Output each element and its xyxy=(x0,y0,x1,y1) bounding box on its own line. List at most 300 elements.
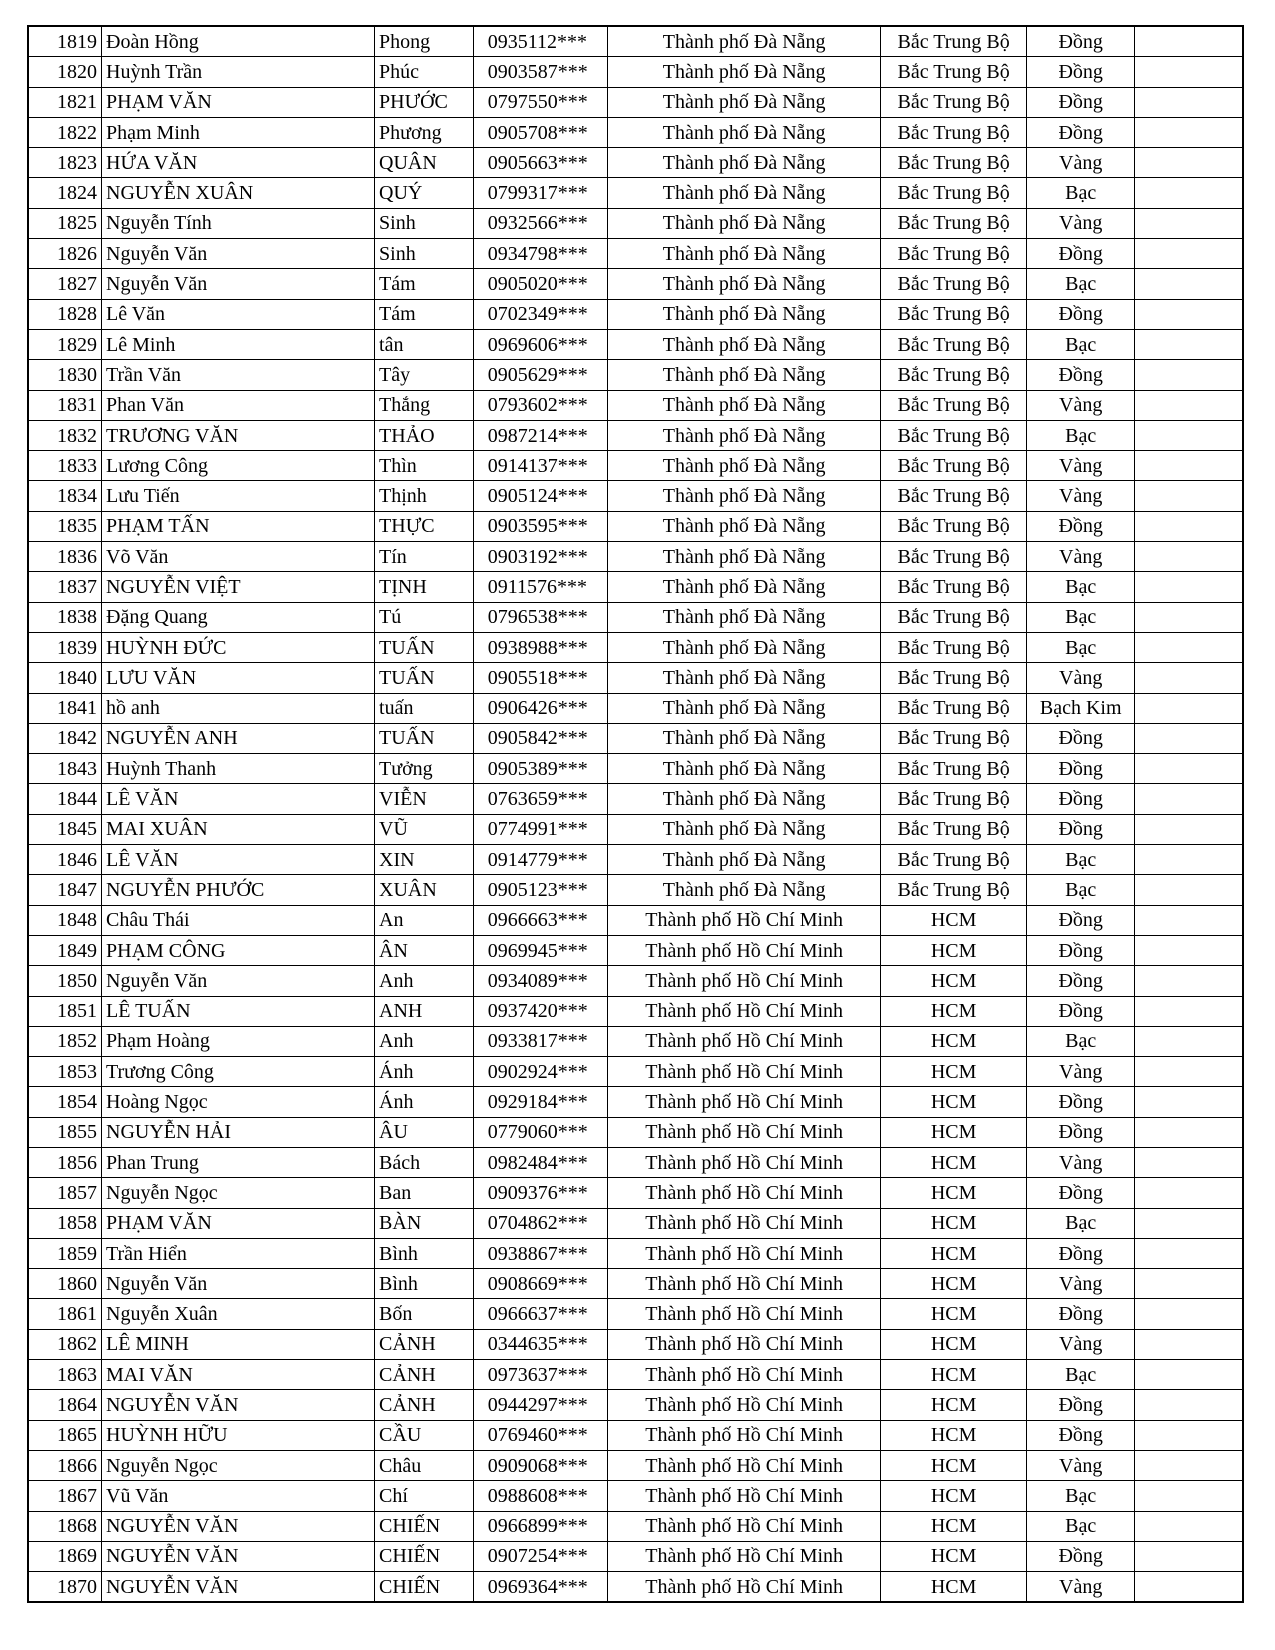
last-name-cell: NGUYỄN VIỆT xyxy=(102,572,375,602)
tier-cell: Đồng xyxy=(1027,1541,1135,1571)
phone-cell: 0796538*** xyxy=(473,602,607,632)
row-number-cell: 1859 xyxy=(28,1238,102,1268)
region-cell: HCM xyxy=(881,1026,1027,1056)
table-row xyxy=(28,814,1243,844)
first-name-cell: PHƯỚC xyxy=(375,87,474,117)
row-number-cell: 1849 xyxy=(28,935,102,965)
city-cell: Thành phố Đà Nẵng xyxy=(608,511,881,541)
tier-cell: Đồng xyxy=(1027,1420,1135,1450)
region-cell: HCM xyxy=(881,1178,1027,1208)
row-number-cell: 1832 xyxy=(28,420,102,450)
region-cell: Bắc Trung Bộ xyxy=(881,572,1027,602)
phone-cell: 0905629*** xyxy=(473,360,607,390)
city-cell: Thành phố Đà Nẵng xyxy=(608,784,881,814)
phone-cell: 0779060*** xyxy=(473,1117,607,1147)
note-cell xyxy=(1135,1360,1243,1390)
row-number-cell: 1834 xyxy=(28,481,102,511)
last-name-cell: Nguyễn Ngọc xyxy=(102,1450,375,1480)
region-cell: Bắc Trung Bộ xyxy=(881,87,1027,117)
first-name-cell: CẢNH xyxy=(375,1329,474,1359)
table-row xyxy=(28,1420,1243,1450)
note-cell xyxy=(1135,935,1243,965)
note-cell xyxy=(1135,1390,1243,1420)
note-cell xyxy=(1135,602,1243,632)
phone-cell: 0938867*** xyxy=(473,1238,607,1268)
row-number-cell: 1858 xyxy=(28,1208,102,1238)
table-row xyxy=(28,1541,1243,1571)
note-cell xyxy=(1135,178,1243,208)
first-name-cell: Thìn xyxy=(375,451,474,481)
table-row xyxy=(28,1329,1243,1359)
region-cell: Bắc Trung Bộ xyxy=(881,602,1027,632)
row-number-cell: 1865 xyxy=(28,1420,102,1450)
tier-cell: Đồng xyxy=(1027,935,1135,965)
row-number-cell: 1827 xyxy=(28,269,102,299)
city-cell: Thành phố Đà Nẵng xyxy=(608,481,881,511)
first-name-cell: Bình xyxy=(375,1269,474,1299)
table-row xyxy=(28,1299,1243,1329)
city-cell: Thành phố Hồ Chí Minh xyxy=(608,1329,881,1359)
last-name-cell: PHẠM TẤN xyxy=(102,511,375,541)
region-cell: HCM xyxy=(881,1238,1027,1268)
first-name-cell: Sinh xyxy=(375,208,474,238)
phone-cell: 0938988*** xyxy=(473,632,607,662)
table-row xyxy=(28,1450,1243,1480)
phone-cell: 0937420*** xyxy=(473,996,607,1026)
first-name-cell: TUẤN xyxy=(375,723,474,753)
row-number-cell: 1821 xyxy=(28,87,102,117)
note-cell xyxy=(1135,996,1243,1026)
last-name-cell: PHẠM VĂN xyxy=(102,1208,375,1238)
phone-cell: 0909068*** xyxy=(473,1450,607,1480)
first-name-cell: tuấn xyxy=(375,693,474,723)
phone-cell: 0973637*** xyxy=(473,1360,607,1390)
phone-cell: 0774991*** xyxy=(473,814,607,844)
table-row xyxy=(28,966,1243,996)
note-cell xyxy=(1135,905,1243,935)
city-cell: Thành phố Đà Nẵng xyxy=(608,87,881,117)
table-row xyxy=(28,360,1243,390)
last-name-cell: Vũ Văn xyxy=(102,1481,375,1511)
city-cell: Thành phố Hồ Chí Minh xyxy=(608,1057,881,1087)
last-name-cell: HỨA VĂN xyxy=(102,148,375,178)
note-cell xyxy=(1135,1481,1243,1511)
city-cell: Thành phố Đà Nẵng xyxy=(608,542,881,572)
first-name-cell: THỰC xyxy=(375,511,474,541)
city-cell: Thành phố Đà Nẵng xyxy=(608,663,881,693)
table-row xyxy=(28,784,1243,814)
last-name-cell: Đoàn Hồng xyxy=(102,26,375,57)
first-name-cell: THẢO xyxy=(375,420,474,450)
note-cell xyxy=(1135,239,1243,269)
phone-cell: 0905020*** xyxy=(473,269,607,299)
tier-cell: Đồng xyxy=(1027,1117,1135,1147)
row-number-cell: 1861 xyxy=(28,1299,102,1329)
tier-cell: Vàng xyxy=(1027,1269,1135,1299)
region-cell: Bắc Trung Bộ xyxy=(881,632,1027,662)
city-cell: Thành phố Đà Nẵng xyxy=(608,26,881,57)
tier-cell: Đồng xyxy=(1027,1087,1135,1117)
last-name-cell: Đặng Quang xyxy=(102,602,375,632)
last-name-cell: Nguyễn Văn xyxy=(102,966,375,996)
region-cell: HCM xyxy=(881,966,1027,996)
phone-cell: 0914779*** xyxy=(473,845,607,875)
phone-cell: 0902924*** xyxy=(473,1057,607,1087)
city-cell: Thành phố Hồ Chí Minh xyxy=(608,1178,881,1208)
city-cell: Thành phố Hồ Chí Minh xyxy=(608,1238,881,1268)
table-row xyxy=(28,663,1243,693)
city-cell: Thành phố Đà Nẵng xyxy=(608,360,881,390)
region-cell: Bắc Trung Bộ xyxy=(881,117,1027,147)
note-cell xyxy=(1135,57,1243,87)
first-name-cell: ÂN xyxy=(375,935,474,965)
row-number-cell: 1839 xyxy=(28,632,102,662)
tier-cell: Đồng xyxy=(1027,1299,1135,1329)
note-cell xyxy=(1135,1329,1243,1359)
note-cell xyxy=(1135,572,1243,602)
tier-cell: Bạch Kim xyxy=(1027,693,1135,723)
city-cell: Thành phố Hồ Chí Minh xyxy=(608,1026,881,1056)
city-cell: Thành phố Hồ Chí Minh xyxy=(608,1511,881,1541)
row-number-cell: 1819 xyxy=(28,26,102,57)
first-name-cell: Chí xyxy=(375,1481,474,1511)
tier-cell: Đồng xyxy=(1027,1390,1135,1420)
city-cell: Thành phố Hồ Chí Minh xyxy=(608,1360,881,1390)
table-row xyxy=(28,26,1243,57)
table-row xyxy=(28,572,1243,602)
phone-cell: 0907254*** xyxy=(473,1541,607,1571)
first-name-cell: Tám xyxy=(375,299,474,329)
phone-cell: 0934089*** xyxy=(473,966,607,996)
phone-cell: 0763659*** xyxy=(473,784,607,814)
last-name-cell: MAI VĂN xyxy=(102,1360,375,1390)
last-name-cell: NGUYỄN XUÂN xyxy=(102,178,375,208)
region-cell: Bắc Trung Bộ xyxy=(881,481,1027,511)
tier-cell: Bạc xyxy=(1027,845,1135,875)
first-name-cell: Tây xyxy=(375,360,474,390)
region-cell: HCM xyxy=(881,996,1027,1026)
table-row xyxy=(28,1117,1243,1147)
last-name-cell: NGUYỄN VĂN xyxy=(102,1390,375,1420)
row-number-cell: 1845 xyxy=(28,814,102,844)
row-number-cell: 1828 xyxy=(28,299,102,329)
row-number-cell: 1823 xyxy=(28,148,102,178)
table-row xyxy=(28,1057,1243,1087)
note-cell xyxy=(1135,1208,1243,1238)
first-name-cell: QUÝ xyxy=(375,178,474,208)
region-cell: Bắc Trung Bộ xyxy=(881,875,1027,905)
note-cell xyxy=(1135,117,1243,147)
region-cell: Bắc Trung Bộ xyxy=(881,451,1027,481)
city-cell: Thành phố Đà Nẵng xyxy=(608,723,881,753)
last-name-cell: NGUYỄN HẢI xyxy=(102,1117,375,1147)
tier-cell: Đồng xyxy=(1027,117,1135,147)
region-cell: Bắc Trung Bộ xyxy=(881,360,1027,390)
city-cell: Thành phố Đà Nẵng xyxy=(608,572,881,602)
note-cell xyxy=(1135,754,1243,784)
region-cell: Bắc Trung Bộ xyxy=(881,784,1027,814)
tier-cell: Vàng xyxy=(1027,1329,1135,1359)
first-name-cell: Thắng xyxy=(375,390,474,420)
row-number-cell: 1851 xyxy=(28,996,102,1026)
row-number-cell: 1837 xyxy=(28,572,102,602)
row-number-cell: 1842 xyxy=(28,723,102,753)
table-row xyxy=(28,481,1243,511)
last-name-cell: hồ anh xyxy=(102,693,375,723)
phone-cell: 0909376*** xyxy=(473,1178,607,1208)
note-cell xyxy=(1135,1511,1243,1541)
row-number-cell: 1862 xyxy=(28,1329,102,1359)
note-cell xyxy=(1135,269,1243,299)
first-name-cell: ÂU xyxy=(375,1117,474,1147)
row-number-cell: 1820 xyxy=(28,57,102,87)
first-name-cell: XUÂN xyxy=(375,875,474,905)
city-cell: Thành phố Hồ Chí Minh xyxy=(608,1390,881,1420)
table-row xyxy=(28,1572,1243,1603)
row-number-cell: 1857 xyxy=(28,1178,102,1208)
region-cell: Bắc Trung Bộ xyxy=(881,239,1027,269)
phone-cell: 0935112*** xyxy=(473,26,607,57)
first-name-cell: Anh xyxy=(375,966,474,996)
city-cell: Thành phố Đà Nẵng xyxy=(608,148,881,178)
first-name-cell: CẦU xyxy=(375,1420,474,1450)
first-name-cell: Bốn xyxy=(375,1299,474,1329)
row-number-cell: 1848 xyxy=(28,905,102,935)
table-row xyxy=(28,542,1243,572)
tier-cell: Bạc xyxy=(1027,1360,1135,1390)
table-row xyxy=(28,723,1243,753)
table-row xyxy=(28,996,1243,1026)
phone-cell: 0969364*** xyxy=(473,1572,607,1603)
table-row xyxy=(28,693,1243,723)
note-cell xyxy=(1135,420,1243,450)
tier-cell: Vàng xyxy=(1027,1147,1135,1177)
note-cell xyxy=(1135,1420,1243,1450)
region-cell: HCM xyxy=(881,1390,1027,1420)
region-cell: Bắc Trung Bộ xyxy=(881,814,1027,844)
region-cell: Bắc Trung Bộ xyxy=(881,663,1027,693)
last-name-cell: MAI XUÂN xyxy=(102,814,375,844)
note-cell xyxy=(1135,1541,1243,1571)
city-cell: Thành phố Đà Nẵng xyxy=(608,632,881,662)
note-cell xyxy=(1135,1057,1243,1087)
city-cell: Thành phố Hồ Chí Minh xyxy=(608,1450,881,1480)
last-name-cell: Lương Công xyxy=(102,451,375,481)
tier-cell: Đồng xyxy=(1027,996,1135,1026)
note-cell xyxy=(1135,299,1243,329)
last-name-cell: Nguyễn Ngọc xyxy=(102,1178,375,1208)
region-cell: Bắc Trung Bộ xyxy=(881,57,1027,87)
region-cell: HCM xyxy=(881,1572,1027,1603)
row-number-cell: 1867 xyxy=(28,1481,102,1511)
row-number-cell: 1840 xyxy=(28,663,102,693)
row-number-cell: 1826 xyxy=(28,239,102,269)
table-row xyxy=(28,875,1243,905)
tier-cell: Đồng xyxy=(1027,905,1135,935)
row-number-cell: 1846 xyxy=(28,845,102,875)
region-cell: Bắc Trung Bộ xyxy=(881,26,1027,57)
first-name-cell: An xyxy=(375,905,474,935)
note-cell xyxy=(1135,451,1243,481)
tier-cell: Đồng xyxy=(1027,360,1135,390)
city-cell: Thành phố Hồ Chí Minh xyxy=(608,1087,881,1117)
region-cell: HCM xyxy=(881,1087,1027,1117)
phone-cell: 0908669*** xyxy=(473,1269,607,1299)
tier-cell: Vàng xyxy=(1027,451,1135,481)
table-row xyxy=(28,329,1243,359)
tier-cell: Bạc xyxy=(1027,602,1135,632)
table-body xyxy=(28,26,1243,1602)
table-row xyxy=(28,1147,1243,1177)
region-cell: Bắc Trung Bộ xyxy=(881,420,1027,450)
tier-cell: Đồng xyxy=(1027,966,1135,996)
first-name-cell: Phong xyxy=(375,26,474,57)
table-row xyxy=(28,1511,1243,1541)
first-name-cell: Phúc xyxy=(375,57,474,87)
table-row xyxy=(28,1360,1243,1390)
region-cell: HCM xyxy=(881,1208,1027,1238)
last-name-cell: Phạm Hoàng xyxy=(102,1026,375,1056)
first-name-cell: Tú xyxy=(375,602,474,632)
row-number-cell: 1829 xyxy=(28,329,102,359)
phone-cell: 0344635*** xyxy=(473,1329,607,1359)
city-cell: Thành phố Đà Nẵng xyxy=(608,208,881,238)
last-name-cell: Lê Văn xyxy=(102,299,375,329)
last-name-cell: Hoàng Ngọc xyxy=(102,1087,375,1117)
city-cell: Thành phố Đà Nẵng xyxy=(608,602,881,632)
last-name-cell: Phan Trung xyxy=(102,1147,375,1177)
region-cell: Bắc Trung Bộ xyxy=(881,723,1027,753)
first-name-cell: Ban xyxy=(375,1178,474,1208)
first-name-cell: Sinh xyxy=(375,239,474,269)
first-name-cell: Anh xyxy=(375,1026,474,1056)
note-cell xyxy=(1135,693,1243,723)
region-cell: Bắc Trung Bộ xyxy=(881,178,1027,208)
phone-cell: 0905518*** xyxy=(473,663,607,693)
row-number-cell: 1824 xyxy=(28,178,102,208)
table-row xyxy=(28,1026,1243,1056)
phone-cell: 0903587*** xyxy=(473,57,607,87)
city-cell: Thành phố Đà Nẵng xyxy=(608,178,881,208)
row-number-cell: 1856 xyxy=(28,1147,102,1177)
first-name-cell: TUẤN xyxy=(375,632,474,662)
note-cell xyxy=(1135,1450,1243,1480)
city-cell: Thành phố Đà Nẵng xyxy=(608,875,881,905)
table-row xyxy=(28,1087,1243,1117)
city-cell: Thành phố Hồ Chí Minh xyxy=(608,1208,881,1238)
city-cell: Thành phố Hồ Chí Minh xyxy=(608,1572,881,1603)
last-name-cell: Lê Minh xyxy=(102,329,375,359)
table-row xyxy=(28,602,1243,632)
region-cell: Bắc Trung Bộ xyxy=(881,845,1027,875)
last-name-cell: Trương Công xyxy=(102,1057,375,1087)
first-name-cell: Tín xyxy=(375,542,474,572)
row-number-cell: 1866 xyxy=(28,1450,102,1480)
first-name-cell: Ánh xyxy=(375,1057,474,1087)
phone-cell: 0797550*** xyxy=(473,87,607,117)
first-name-cell: CẢNH xyxy=(375,1390,474,1420)
row-number-cell: 1825 xyxy=(28,208,102,238)
note-cell xyxy=(1135,208,1243,238)
row-number-cell: 1836 xyxy=(28,542,102,572)
note-cell xyxy=(1135,390,1243,420)
tier-cell: Đồng xyxy=(1027,723,1135,753)
city-cell: Thành phố Đà Nẵng xyxy=(608,117,881,147)
first-name-cell: Tưởng xyxy=(375,754,474,784)
table-row xyxy=(28,451,1243,481)
last-name-cell: Nguyễn Văn xyxy=(102,1269,375,1299)
last-name-cell: Huỳnh Thanh xyxy=(102,754,375,784)
note-cell xyxy=(1135,1572,1243,1603)
phone-cell: 0966899*** xyxy=(473,1511,607,1541)
last-name-cell: HUỲNH ĐỨC xyxy=(102,632,375,662)
city-cell: Thành phố Hồ Chí Minh xyxy=(608,966,881,996)
region-cell: HCM xyxy=(881,1360,1027,1390)
last-name-cell: NGUYỄN VĂN xyxy=(102,1511,375,1541)
phone-cell: 0793602*** xyxy=(473,390,607,420)
row-number-cell: 1860 xyxy=(28,1269,102,1299)
tier-cell: Bạc xyxy=(1027,178,1135,208)
tier-cell: Bạc xyxy=(1027,1511,1135,1541)
table-row xyxy=(28,935,1243,965)
city-cell: Thành phố Đà Nẵng xyxy=(608,814,881,844)
region-cell: Bắc Trung Bộ xyxy=(881,754,1027,784)
last-name-cell: LƯU VĂN xyxy=(102,663,375,693)
city-cell: Thành phố Đà Nẵng xyxy=(608,269,881,299)
region-cell: Bắc Trung Bộ xyxy=(881,390,1027,420)
table-row xyxy=(28,511,1243,541)
tier-cell: Đồng xyxy=(1027,87,1135,117)
note-cell xyxy=(1135,875,1243,905)
city-cell: Thành phố Đà Nẵng xyxy=(608,390,881,420)
note-cell xyxy=(1135,1026,1243,1056)
tier-cell: Vàng xyxy=(1027,481,1135,511)
tier-cell: Vàng xyxy=(1027,148,1135,178)
phone-cell: 0987214*** xyxy=(473,420,607,450)
phone-cell: 0933817*** xyxy=(473,1026,607,1056)
first-name-cell: BÀN xyxy=(375,1208,474,1238)
table-row xyxy=(28,420,1243,450)
last-name-cell: Nguyễn Văn xyxy=(102,239,375,269)
last-name-cell: Huỳnh Trần xyxy=(102,57,375,87)
first-name-cell: Ánh xyxy=(375,1087,474,1117)
row-number-cell: 1870 xyxy=(28,1572,102,1603)
region-cell: Bắc Trung Bộ xyxy=(881,693,1027,723)
tier-cell: Đồng xyxy=(1027,26,1135,57)
first-name-cell: Châu xyxy=(375,1450,474,1480)
note-cell xyxy=(1135,845,1243,875)
city-cell: Thành phố Đà Nẵng xyxy=(608,420,881,450)
first-name-cell: Tám xyxy=(375,269,474,299)
phone-cell: 0934798*** xyxy=(473,239,607,269)
row-number-cell: 1869 xyxy=(28,1541,102,1571)
row-number-cell: 1843 xyxy=(28,754,102,784)
phone-cell: 0914137*** xyxy=(473,451,607,481)
table-row xyxy=(28,117,1243,147)
phone-cell: 0905842*** xyxy=(473,723,607,753)
first-name-cell: TUẤN xyxy=(375,663,474,693)
city-cell: Thành phố Đà Nẵng xyxy=(608,754,881,784)
phone-cell: 0704862*** xyxy=(473,1208,607,1238)
tier-cell: Bạc xyxy=(1027,875,1135,905)
phone-cell: 0769460*** xyxy=(473,1420,607,1450)
first-name-cell: tân xyxy=(375,329,474,359)
note-cell xyxy=(1135,481,1243,511)
table-row xyxy=(28,148,1243,178)
phone-cell: 0982484*** xyxy=(473,1147,607,1177)
last-name-cell: PHẠM CÔNG xyxy=(102,935,375,965)
tier-cell: Đồng xyxy=(1027,1178,1135,1208)
